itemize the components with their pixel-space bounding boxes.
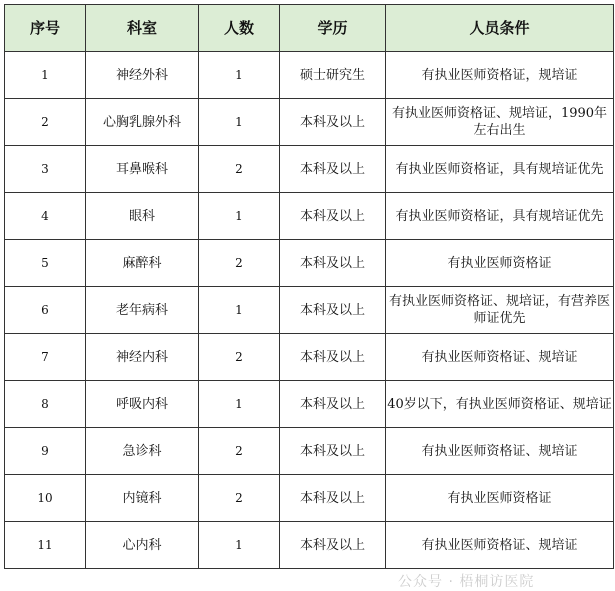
cell-headcount: 2 [199,146,280,193]
cell-education: 本科及以上 [280,381,386,428]
cell-requirements: 有执业医师资格证、规培证，1990年左右出生 [386,99,614,146]
cell-serial: 1 [5,52,86,99]
table-row [5,522,614,569]
cell-serial: 10 [5,475,86,522]
table-row [5,99,614,146]
cell-serial: 11 [5,522,86,569]
cell-education: 本科及以上 [280,334,386,381]
cell-headcount: 2 [199,240,280,287]
cell-serial: 7 [5,334,86,381]
cell-requirements: 有执业医师资格证，规培证 [386,52,614,99]
cell-requirements: 有执业医师资格证、规培证 [386,522,614,569]
table-row [5,381,614,428]
cell-serial: 8 [5,381,86,428]
table-row [5,428,614,475]
table-row [5,475,614,522]
table-row [5,287,614,334]
cell-headcount: 1 [199,99,280,146]
cell-requirements: 有执业医师资格证、规培证 [386,334,614,381]
cell-education: 本科及以上 [280,428,386,475]
header-row [5,5,614,52]
cell-requirements: 有执业医师资格证、规培证 [386,428,614,475]
cell-education: 本科及以上 [280,240,386,287]
cell-requirements: 40岁以下，有执业医师资格证、规培证 [386,381,614,428]
recruitment-table [4,4,614,569]
cell-education: 本科及以上 [280,287,386,334]
cell-department: 呼吸内科 [86,381,199,428]
cell-headcount: 2 [199,475,280,522]
cell-headcount: 2 [199,334,280,381]
cell-headcount: 1 [199,381,280,428]
cell-serial: 3 [5,146,86,193]
cell-serial: 9 [5,428,86,475]
header-education: 学历 [280,5,386,52]
cell-education: 本科及以上 [280,99,386,146]
cell-education: 本科及以上 [280,193,386,240]
cell-education: 本科及以上 [280,522,386,569]
table-container [4,4,613,569]
cell-education: 本科及以上 [280,475,386,522]
cell-department: 心胸乳腺外科 [86,99,199,146]
cell-requirements: 有执业医师资格证，具有规培证优先 [386,193,614,240]
table-row [5,334,614,381]
cell-requirements: 有执业医师资格证、规培证，有营养医师证优先 [386,287,614,334]
cell-department: 神经内科 [86,334,199,381]
header-serial: 序号 [5,5,86,52]
cell-department: 急诊科 [86,428,199,475]
cell-department: 耳鼻喉科 [86,146,199,193]
table-row [5,146,614,193]
cell-requirements: 有执业医师资格证，具有规培证优先 [386,146,614,193]
cell-serial: 6 [5,287,86,334]
table-row [5,240,614,287]
cell-serial: 4 [5,193,86,240]
cell-department: 眼科 [86,193,199,240]
cell-department: 麻醉科 [86,240,199,287]
cell-requirements: 有执业医师资格证 [386,240,614,287]
cell-department: 内镜科 [86,475,199,522]
table-row [5,193,614,240]
cell-headcount: 1 [199,287,280,334]
cell-serial: 5 [5,240,86,287]
cell-headcount: 1 [199,52,280,99]
cell-serial: 2 [5,99,86,146]
cell-department: 心内科 [86,522,199,569]
cell-requirements: 有执业医师资格证 [386,475,614,522]
header-requirements: 人员条件 [386,5,614,52]
cell-department: 老年病科 [86,287,199,334]
watermark: 公众号 · 梧桐访医院 [398,574,535,590]
cell-headcount: 1 [199,193,280,240]
header-department: 科室 [86,5,199,52]
cell-headcount: 1 [199,522,280,569]
cell-headcount: 2 [199,428,280,475]
header-headcount: 人数 [199,5,280,52]
cell-education: 硕士研究生 [280,52,386,99]
table-row [5,52,614,99]
cell-department: 神经外科 [86,52,199,99]
cell-education: 本科及以上 [280,146,386,193]
